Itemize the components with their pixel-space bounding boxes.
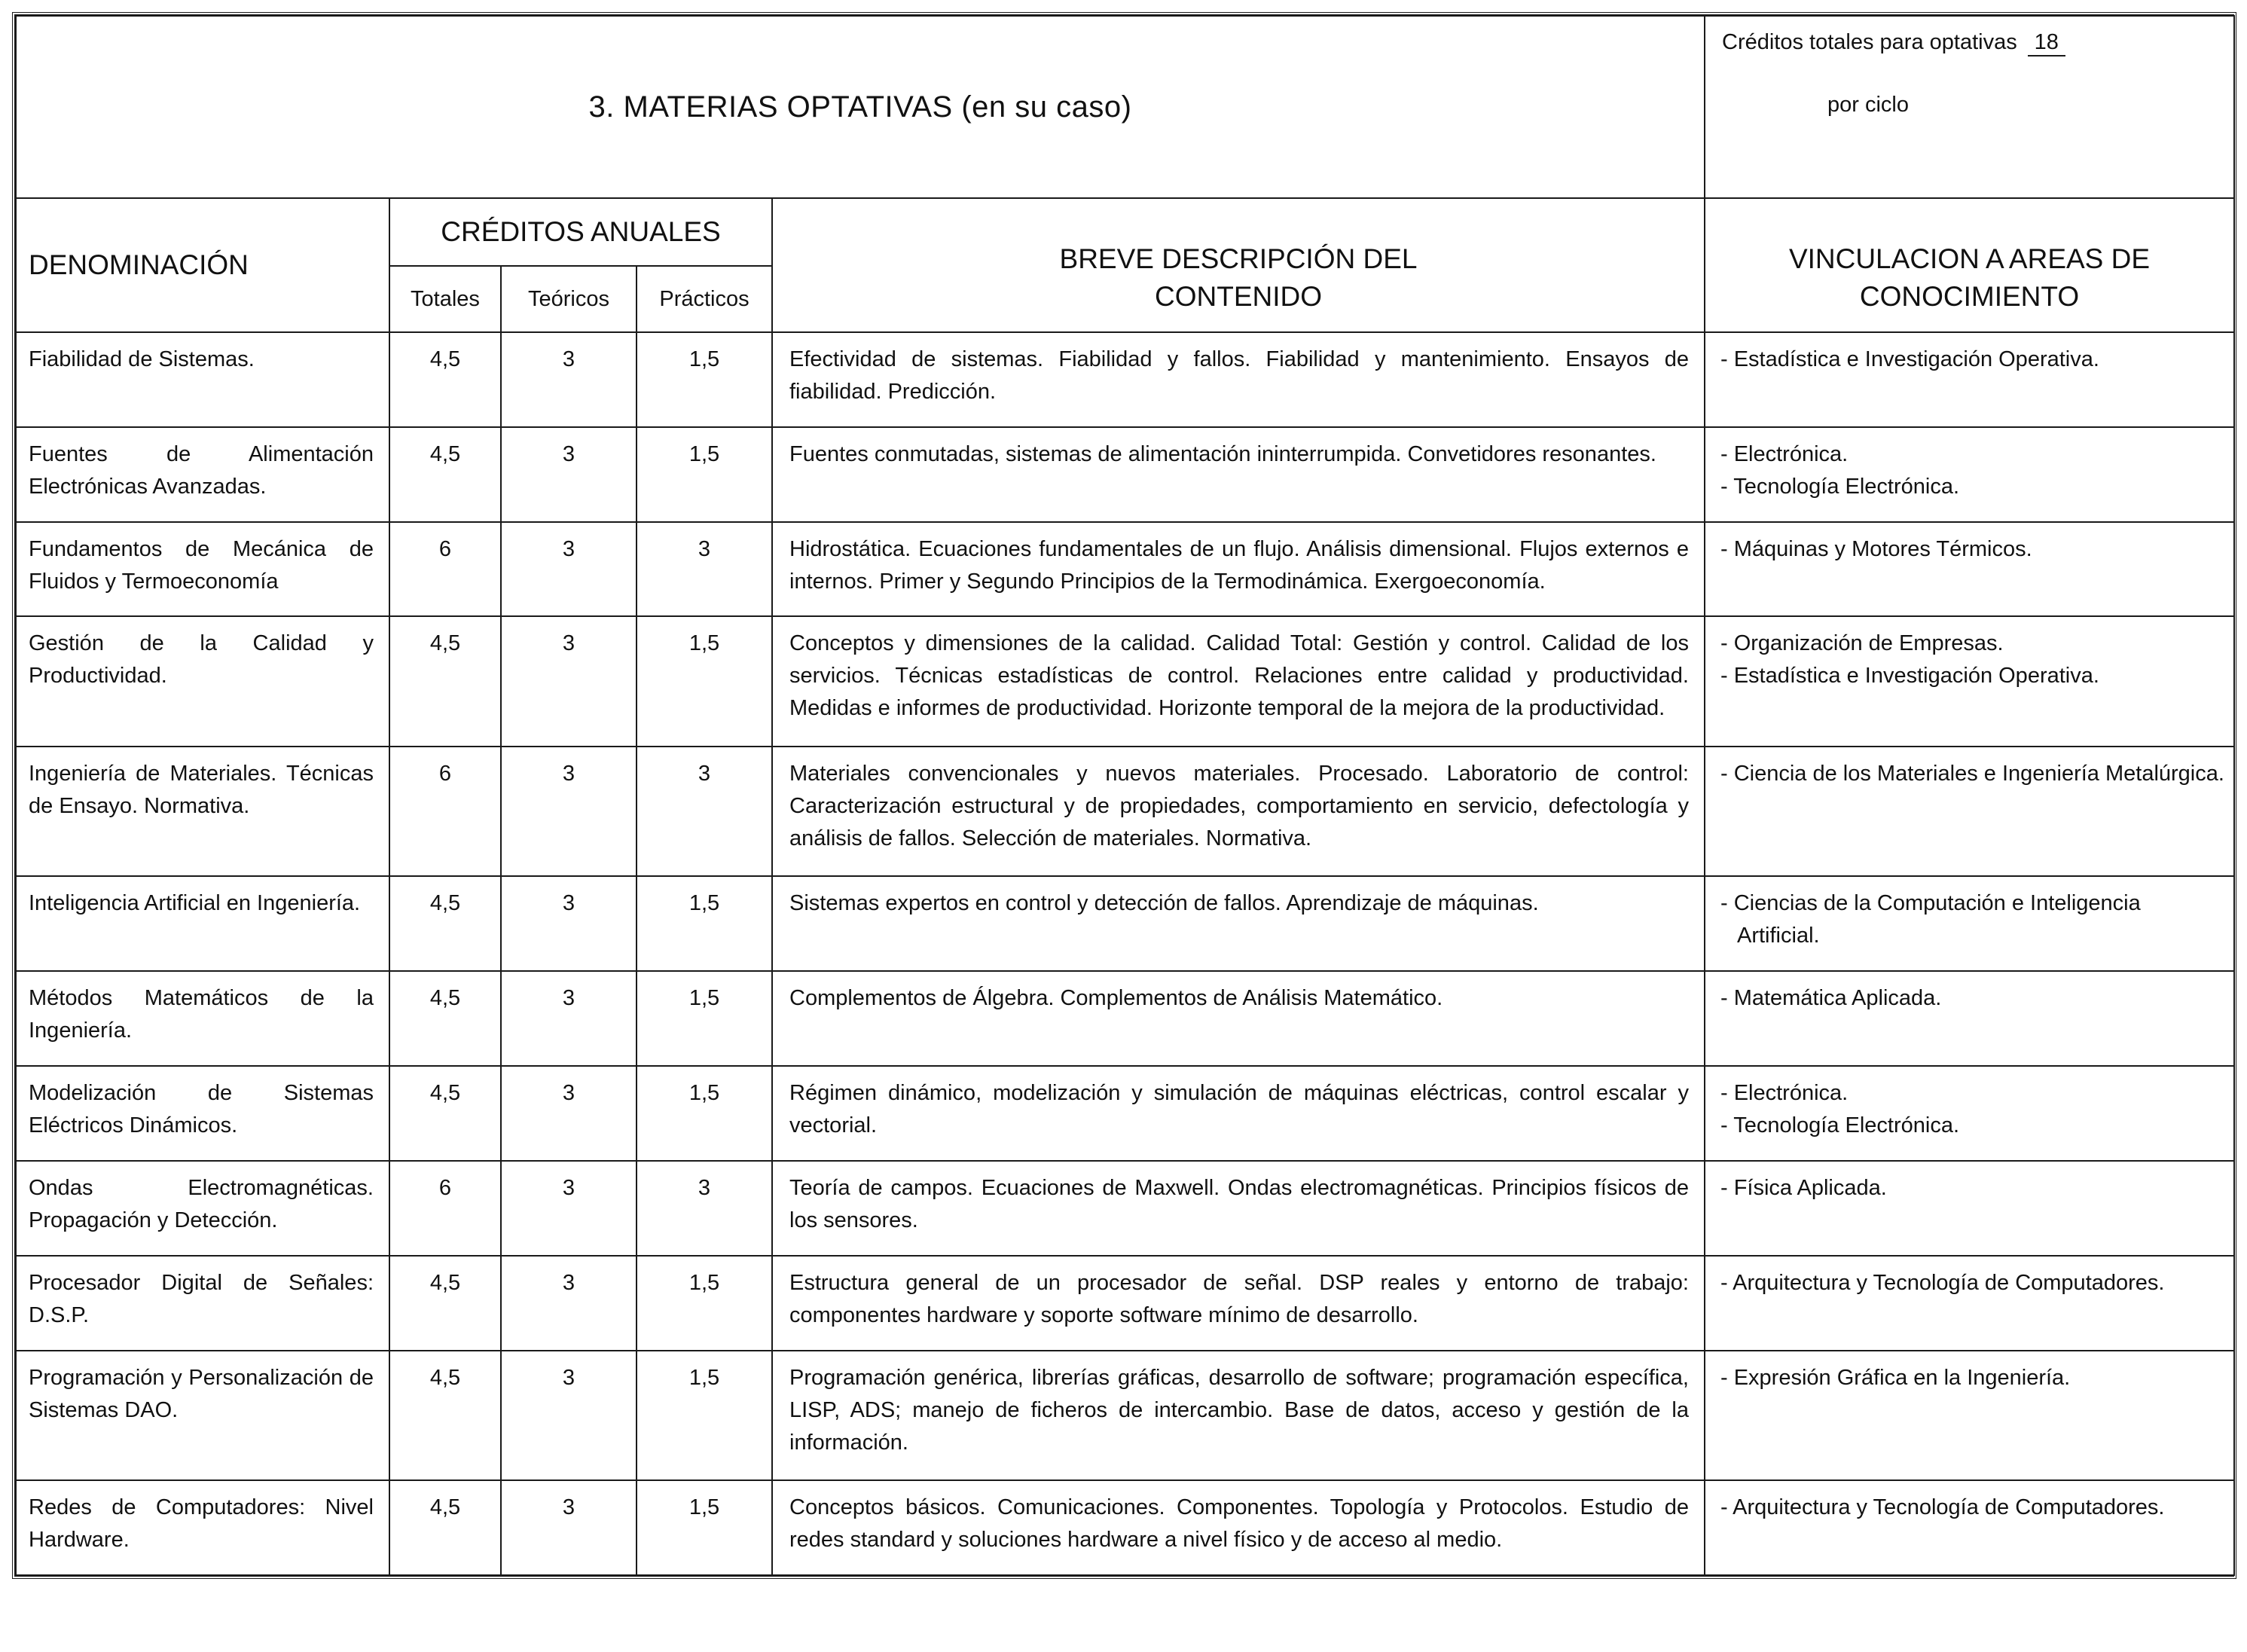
- area-item: - Ciencia de los Materiales e Ingeniería Metalúrgica.: [1720, 761, 2224, 786]
- creditos-teoricos: 3: [501, 427, 637, 522]
- area-item: - Electrónica.: [1720, 441, 1849, 466]
- creditos-teoricos: 3: [501, 1066, 637, 1161]
- creditos-teoricos: 3: [501, 332, 637, 427]
- creditos-totales: 6: [389, 1161, 501, 1256]
- materia-descripcion: Conceptos y dimensiones de la calidad. Calidad Total: Gestión y control. Calidad de los servicios. Técnicas estadísticas de control. Relaciones entre calidad y productividad. Medidas e informes de productividad. Horizonte temporal de la mejora de la productividad.: [772, 616, 1705, 746]
- table-row: [16, 1480, 2234, 1575]
- header-vinculacion: [1705, 198, 2234, 332]
- creditos-totales: 6: [389, 522, 501, 617]
- area-item: - Expresión Gráfica en la Ingeniería.: [1720, 1365, 2071, 1390]
- materia-name: Fundamentos de Mecánica de Fluidos y Termoeconomía: [16, 522, 389, 617]
- creditos-practicos: 1,5: [637, 876, 772, 971]
- area-item: - Física Aplicada.: [1720, 1175, 1887, 1200]
- creditos-practicos: 1,5: [637, 1256, 772, 1351]
- creditos-practicos: 1,5: [637, 427, 772, 522]
- section-title: 3. MATERIAS OPTATIVAS (en su caso): [16, 16, 1705, 198]
- area-item: - Arquitectura y Tecnología de Computadores.: [1720, 1495, 2165, 1520]
- materia-descripcion: Sistemas expertos en control y detección de fallos. Aprendizaje de máquinas.: [772, 876, 1705, 971]
- area-item: - Máquinas y Motores Térmicos.: [1720, 536, 2032, 561]
- area-item: - Arquitectura y Tecnología de Computadores.: [1720, 1270, 2165, 1295]
- creditos-totales: 4,5: [389, 616, 501, 746]
- creditos-practicos: 1,5: [637, 971, 772, 1066]
- materia-name: Modelización de Sistemas Eléctricos Dinámicos.: [16, 1066, 389, 1161]
- area-item: - Estadística e Investigación Operativa.: [1720, 664, 2099, 689]
- table-row: [16, 971, 2234, 1066]
- creditos-teoricos: 3: [501, 747, 637, 876]
- materia-areas: [1705, 876, 2234, 971]
- materia-areas: [1705, 1161, 2234, 1256]
- materia-name: Inteligencia Artificial en Ingeniería.: [16, 876, 389, 971]
- materia-areas: [1705, 616, 2234, 746]
- area-item: - Electrónica.: [1720, 1081, 1849, 1106]
- materia-descripcion: Programación genérica, librerías gráficas, desarrollo de software; programación específica, LISP, ADS; manejo de ficheros de intercambio. Base de datos, acceso y gestión de la información.: [772, 1351, 1705, 1480]
- title-row: [16, 16, 2234, 198]
- header-totales: Totales: [389, 266, 501, 332]
- table-row: [16, 876, 2234, 971]
- table-row: [16, 1161, 2234, 1256]
- materia-name: Procesador Digital de Señales: D.S.P.: [16, 1256, 389, 1351]
- table-row: [16, 332, 2234, 427]
- materia-areas: [1705, 971, 2234, 1066]
- materia-name: Redes de Computadores: Nivel Hardware.: [16, 1480, 389, 1575]
- creditos-teoricos: 3: [501, 522, 637, 617]
- area-item: - Matemática Aplicada.: [1720, 986, 1942, 1011]
- header-practicos: Prácticos: [637, 266, 772, 332]
- table-row: [16, 522, 2234, 617]
- header-creditos-anuales: CRÉDITOS ANUALES: [389, 198, 772, 266]
- creditos-teoricos: 3: [501, 1161, 637, 1256]
- creditos-practicos: 1,5: [637, 1351, 772, 1480]
- materia-descripcion: Materiales convencionales y nuevos materiales. Procesado. Laboratorio de control: Caracterización estructural y de propiedades, comportamiento en servicio, defectología y análisis de fallos. Selección de materiales. Normativa.: [772, 747, 1705, 876]
- creditos-totales: 4,5: [389, 1256, 501, 1351]
- materia-name: Fiabilidad de Sistemas.: [16, 332, 389, 427]
- materia-name: Métodos Matemáticos de la Ingeniería.: [16, 971, 389, 1066]
- header-teoricos: Teóricos: [501, 266, 637, 332]
- header-descripcion: [772, 198, 1705, 332]
- table-row: [16, 1066, 2234, 1161]
- credits-sub: por ciclo: [1827, 93, 1909, 117]
- area-item: - Estadística e Investigación Operativa.: [1720, 347, 2099, 371]
- creditos-practicos: 1,5: [637, 1480, 772, 1575]
- table-row: [16, 427, 2234, 522]
- materia-areas: [1705, 1256, 2234, 1351]
- materia-areas: [1705, 1066, 2234, 1161]
- materia-descripcion: Fuentes conmutadas, sistemas de alimentación ininterrumpida. Convetidores resonantes.: [772, 427, 1705, 522]
- credits-box: [1705, 16, 2234, 198]
- creditos-teoricos: 3: [501, 971, 637, 1066]
- credits-label: Créditos totales para optativas: [1722, 30, 2017, 54]
- creditos-totales: 4,5: [389, 1480, 501, 1575]
- creditos-practicos: 1,5: [637, 1066, 772, 1161]
- materia-descripcion: Efectividad de sistemas. Fiabilidad y fallos. Fiabilidad y mantenimiento. Ensayos de fiabilidad. Predicción.: [772, 332, 1705, 427]
- materia-areas: [1705, 747, 2234, 876]
- creditos-totales: 4,5: [389, 332, 501, 427]
- materia-descripcion: Hidrostática. Ecuaciones fundamentales de un flujo. Análisis dimensional. Flujos externos e internos. Primer y Segundo Principios de la Termodinámica. Exergoeconomía.: [772, 522, 1705, 617]
- materia-areas: [1705, 1480, 2234, 1575]
- materia-descripcion: Complementos de Álgebra. Complementos de Análisis Matemático.: [772, 971, 1705, 1066]
- table-row: [16, 747, 2234, 876]
- materia-name: Programación y Personalización de Sistemas DAO.: [16, 1351, 389, 1480]
- materia-descripcion: Régimen dinámico, modelización y simulación de máquinas eléctricas, control escalar y vectorial.: [772, 1066, 1705, 1161]
- materia-name: Gestión de la Calidad y Productividad.: [16, 616, 389, 746]
- table-row: [16, 1256, 2234, 1351]
- materia-descripcion: Conceptos básicos. Comunicaciones. Componentes. Topología y Protocolos. Estudio de redes standard y soluciones hardware a nivel físico y de acceso al medio.: [772, 1480, 1705, 1575]
- area-item: - Ciencias de la Computación e Inteligencia Artificial.: [1720, 891, 2141, 948]
- creditos-practicos: 3: [637, 747, 772, 876]
- column-header-row-1: [16, 198, 2234, 266]
- creditos-teoricos: 3: [501, 1351, 637, 1480]
- creditos-totales: 4,5: [389, 876, 501, 971]
- creditos-totales: 4,5: [389, 971, 501, 1066]
- area-item: - Organización de Empresas.: [1720, 631, 2004, 656]
- materia-areas: [1705, 332, 2234, 427]
- materia-name: Ondas Electromagnéticas. Propagación y Detección.: [16, 1161, 389, 1256]
- area-item: - Tecnología Electrónica.: [1720, 1113, 1960, 1138]
- area-item: - Tecnología Electrónica.: [1720, 474, 1960, 499]
- creditos-teoricos: 3: [501, 616, 637, 746]
- credits-line: [1722, 30, 2218, 56]
- creditos-practicos: 3: [637, 522, 772, 617]
- credits-value: 18: [2028, 30, 2065, 56]
- materia-descripcion: Teoría de campos. Ecuaciones de Maxwell. Ondas electromagnéticas. Principios físicos de los sensores.: [772, 1161, 1705, 1256]
- creditos-totales: 4,5: [389, 427, 501, 522]
- table-row: [16, 1351, 2234, 1480]
- optativas-table: [15, 15, 2235, 1576]
- creditos-practicos: 3: [637, 1161, 772, 1256]
- materia-areas: [1705, 427, 2234, 522]
- materia-name: Ingeniería de Materiales. Técnicas de Ensayo. Normativa.: [16, 747, 389, 876]
- materia-name: Fuentes de Alimentación Electrónicas Avanzadas.: [16, 427, 389, 522]
- materia-areas: [1705, 1351, 2234, 1480]
- creditos-practicos: 1,5: [637, 616, 772, 746]
- header-descripcion-text: BREVE DESCRIPCIÓN DEL CONTENIDO: [1059, 243, 1418, 312]
- creditos-teoricos: 3: [501, 1480, 637, 1575]
- creditos-teoricos: 3: [501, 876, 637, 971]
- creditos-teoricos: 3: [501, 1256, 637, 1351]
- table-row: [16, 616, 2234, 746]
- document-sheet: [12, 12, 2236, 1579]
- creditos-practicos: 1,5: [637, 332, 772, 427]
- header-denominacion: DENOMINACIÓN: [16, 198, 389, 332]
- header-vinculacion-text: VINCULACION A AREAS DE CONOCIMIENTO: [1788, 243, 2151, 312]
- materia-areas: [1705, 522, 2234, 617]
- materia-descripcion: Estructura general de un procesador de señal. DSP reales y entorno de trabajo: componentes hardware y soporte software mínimo de desarrollo.: [772, 1256, 1705, 1351]
- creditos-totales: 4,5: [389, 1066, 501, 1161]
- creditos-totales: 6: [389, 747, 501, 876]
- creditos-totales: 4,5: [389, 1351, 501, 1480]
